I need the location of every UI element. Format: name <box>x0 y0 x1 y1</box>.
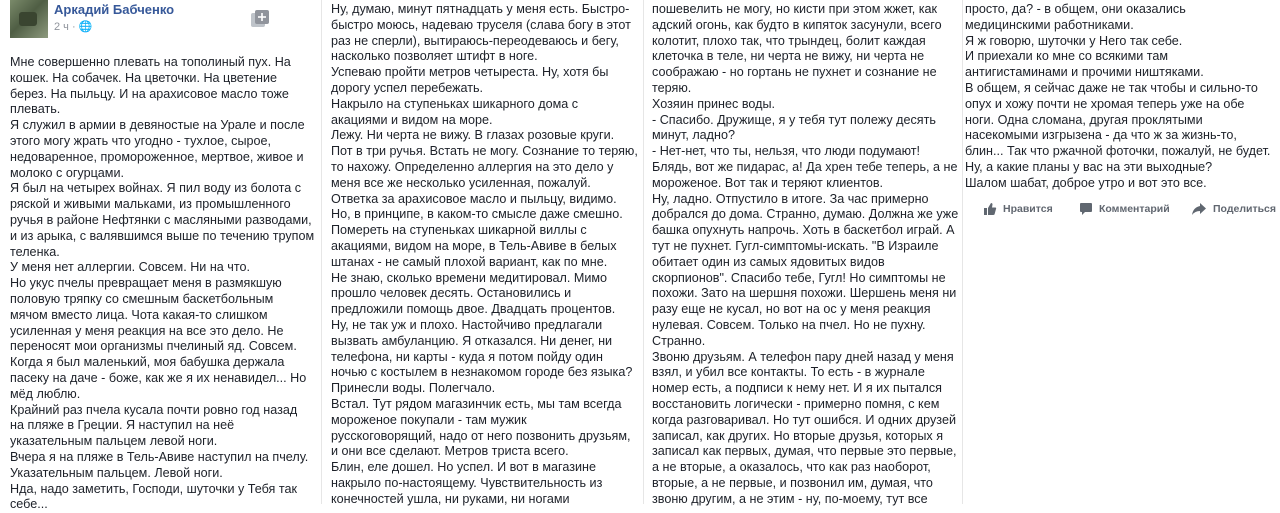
post-text-line: конечностей ушла, ни руками, ни ногами <box>331 491 570 506</box>
post-text-line: обитает один из самых ядовитых видов <box>652 254 885 269</box>
post-text-line: указательным пальцем левой ноги. <box>10 434 218 449</box>
like-label: Нравится <box>1003 203 1053 215</box>
post-text-line: теряю. <box>652 80 692 95</box>
post-text-line: русскоговорящий, надо от него позвонить друзьям, <box>331 428 631 443</box>
post-text-line: Указательным пальцем. Левой ноги. <box>10 465 223 480</box>
post-text-line: Звоню друзьям. А телефон пару дней назад у меня <box>652 349 954 364</box>
post-text-line: Принесли воды. Полегчало. <box>331 381 496 396</box>
post-text-line: и они все сделают. Метров триста всего. <box>331 444 569 459</box>
post-text-line: В общем, я сейчас даже не так чтобы и сильно-то <box>965 80 1258 95</box>
post-text-line: телефона, ни карты - куда я потом пойду один <box>331 349 604 364</box>
post-text-line: Странно. <box>652 333 706 348</box>
post-text-column-4 <box>965 0 1270 504</box>
post-text-line: разу еще не кусал, но вот на ос у меня реакция <box>652 302 931 317</box>
post-text-line: быстро моюсь, надеваю труселя (слава богу в этот <box>331 17 631 32</box>
post-text-line: пошевелить не могу, но кисти при этом жжет, как <box>652 2 938 16</box>
post-text-line: номер есть, а подписи к нему нет. И я их пытался <box>652 381 942 396</box>
post-text-line: мячом вместо лица. Чота какая-то слишком <box>10 307 268 322</box>
post-text-line: берез. На пыльцу. И на арахисовое масло тоже <box>10 86 289 101</box>
post-text-line: колотит, плохо так, что трындец, болит каждая <box>652 33 926 48</box>
post-text-line: И приехали ко мне со всякими там <box>965 49 1169 64</box>
post-text-line: Ну, а какие планы у вас на эти выходные? <box>965 159 1213 174</box>
post-text-line: накрыло по-настоящему. Чувствительность из <box>331 475 603 490</box>
post-text-line: ночью с костылем в незнакомом городе без языка? <box>331 365 633 380</box>
post-text-line: себе... <box>10 497 48 512</box>
post-text-line: минут, ладно? <box>652 128 735 143</box>
post-text-line: Успеваю пройти метров четыреста. Ну, хотя бы <box>331 65 609 80</box>
post-text-line: звоню другим, а не этим - ну, по-моему, тут все <box>652 491 928 506</box>
post-text-line: дорогу успел перебежать. <box>331 80 484 95</box>
post-time[interactable]: 2 ч <box>54 21 69 33</box>
post-text-line: насколько позволяет штифт в ноге. <box>331 49 538 64</box>
post-text-line: ноги. Одна сломана, другая проклятыми <box>965 112 1203 127</box>
comment-label: Комментарий <box>1099 203 1170 215</box>
post-text-line: нулевая. Совсем. Только на пчел. Но не пухну. <box>652 317 926 332</box>
post-text-line: Я ж говорю, шуточки у Него так себе. <box>965 33 1183 48</box>
post-text-line: плевать. <box>10 102 61 117</box>
post-text-line: блин... Так что ржачной фоточки, пожалуй, не будет. <box>965 144 1271 159</box>
post-text-line: то нахожу. Определенно аллергия на это дело у <box>331 159 614 174</box>
post-text-line: Ну, думаю, минут пятнадцать у меня есть. Быстро- <box>331 2 630 16</box>
post-text-line: половую тряпку со смешным баскетбольным <box>10 291 274 306</box>
post-text-line: Не знаю, сколько времени медитировал. Мимо <box>331 270 608 285</box>
post-text-line: и из арыка, с валявшимся выше по течению трупом <box>10 228 315 243</box>
post-text <box>10 55 314 513</box>
post-text-line: пасеку на даче - боже, как же я их ненавидел... Но <box>10 370 307 385</box>
post-actions-bar <box>983 202 1277 222</box>
post-text-line: записал как первых, думая, что первые это первые, <box>652 444 957 459</box>
post-text-line: предложили помощь двое. Двадцать процентов. <box>331 302 616 317</box>
post-text-line: соображаю - но гортань не пухнет и сознание не <box>652 65 937 80</box>
post-text-line: недоваренное, промороженное, мертвое, живое и <box>10 149 304 164</box>
post-text-line: - Спасибо. Дружище, я у тебя тут полежу десять <box>652 112 936 127</box>
post-text-column-1 <box>10 0 315 512</box>
post-text-line: Шалом шабат, доброе утро и вот это все. <box>965 175 1207 190</box>
post-text-line: кошек. На собачек. На цветочки. На цветение <box>10 70 278 85</box>
post-text-line: Крайний раз пчела кусала почти ровно год назад <box>10 402 298 417</box>
post-text-line: ряской и живыми мальками, из промышленного <box>10 197 291 212</box>
post-text-line: Я был на четырех войнах. Я пил воду из болота с <box>10 181 302 196</box>
post-text-line: штанах - не самый плохой вариант, как по мне. <box>331 254 608 269</box>
share-label: Поделиться <box>1213 203 1277 215</box>
post-text <box>331 2 638 508</box>
post-text-line: Ответка за арахисовое масло и пыльцу, видимо. <box>331 191 617 206</box>
share-icon <box>1191 202 1207 216</box>
post-text-line: мороженое. Вот так и теряют клиентов. <box>652 175 884 190</box>
post-text-line: Мне совершенно плевать на тополиный пух. На <box>10 55 291 69</box>
globe-icon: · 🌐 <box>71 21 93 33</box>
post-text-line: просто, да? - в общем, они оказались <box>965 2 1186 16</box>
post-text-line: скорпионов". Спасибо тебе, Гугл! Но симптомы не <box>652 270 946 285</box>
post-text-line: Блядь, вот же пидарас, а! Да хрен тебе теперь, а не <box>652 159 958 174</box>
post-text-line: усиленная у меня реакция на все это дело. Не <box>10 323 284 338</box>
post-text-line: насекомыми изгрызена - да что ж за жизнь-то, <box>965 128 1237 143</box>
post-text-line: добрался до дома. Странно, думаю. Должна же уже <box>652 207 959 222</box>
column-divider <box>321 0 322 504</box>
post-text-line: Нда, надо заметить, Господи, шуточки у Тебя так <box>10 481 298 496</box>
post-text-line: похожи. Зато на шершня похожи. Шершень меня ни <box>652 286 957 301</box>
post-text-line: вызвать амбуланцию. Я отказался. Ни денег, ни <box>331 333 613 348</box>
post-text-column-3 <box>652 0 958 504</box>
post-text-line: переносят мои организмы пчелиный яд. Совсем. <box>10 339 297 354</box>
thumbs-up-icon <box>983 202 997 216</box>
post-text-line: когда разговаривал. Но тут ошибся. И одних друзей <box>652 412 956 427</box>
post-text-line: башка опухнуть напрочь. Хоть в баскетбол играй. А <box>652 223 955 238</box>
post-text-line: Пот в три ручья. Встать не могу. Сознание то теряю, <box>331 144 638 159</box>
post-text-line: Ну, не так уж и плохо. Настойчиво предлагали <box>331 317 603 332</box>
post-text-line: - Нет-нет, что ты, нельзя, что люди подумают! <box>652 144 921 159</box>
post-text-line: тут не пухнет. Гугл-симптомы-искать. "В Израиле <box>652 238 939 253</box>
post-text-line: этого могу жрать что угодно - тухлое, сырое, <box>10 133 272 148</box>
post-text-line: антигистаминами и прочими ништяками. <box>965 65 1204 80</box>
post-text-line: адский огонь, как будто в кипяток засунули, всего <box>652 17 942 32</box>
post-text-line: ручья в районе Нефтянки с масляными разводами, <box>10 212 312 227</box>
post-text-line: У меня нет аллергии. Совсем. Ни на что. <box>10 260 250 275</box>
post-text-line: клеточка в теле, ни черта не вижу, ни черта не <box>652 49 925 64</box>
comment-icon <box>1079 202 1093 216</box>
post-text <box>965 2 1270 192</box>
post-text-line: мёд люблю. <box>10 386 81 401</box>
post-text-line: Хозяин принес воды. <box>652 96 775 111</box>
share-button[interactable] <box>1191 202 1276 216</box>
post-text-line: Ну, ладно. Отпустило в итоге. За час примерно <box>652 191 929 206</box>
post-text-line: медицинскими работниками. <box>965 17 1134 32</box>
post-text-line: Но, в принципе, в каком-то смысле даже смешно. <box>331 207 623 222</box>
comment-button[interactable] <box>1079 202 1170 216</box>
post-text-line: Накрыло на ступеньках шикарного дома с <box>331 96 579 111</box>
post-text-line: вторые, а не первые, и позвонил им, думая, что <box>652 475 933 490</box>
post-text-line: записал, как других. Но вторые друзья, которых я <box>652 428 944 443</box>
author-name[interactable]: Аркадий Бабченко <box>54 2 175 17</box>
post-text-line: раз не сперли), вытираюсь-переодеваюсь и бегу, <box>331 33 619 48</box>
column-divider <box>643 0 644 504</box>
post-text-line: а не вторые, а оказалось, что как раз наоборот, <box>652 460 931 475</box>
post-text-line: Блин, еле дошел. Но успел. И вот в магазине <box>331 460 596 475</box>
post-text-line: Но укус пчелы превращает меня в размякшую <box>10 276 282 291</box>
post-text-column-2 <box>331 0 638 506</box>
post-text-line: теленка. <box>10 244 60 259</box>
post-text-line: акациями и видом на море. <box>331 112 493 127</box>
post-text-line: на пляже в Греции. Я наступил на неё <box>10 418 235 433</box>
post-text-line: акациями, видом на море, в Тель-Авиве в белых <box>331 238 617 253</box>
post-text-line: Я служил в армии в девяностые на Урале и после <box>10 118 305 133</box>
post-text-line: меня все же несколько усиленная, пожалуй. <box>331 175 591 190</box>
post-text-line: Когда я был маленький, моя бабушка держала <box>10 355 285 370</box>
post-text-line: прошло человек десять. Остановились и <box>331 286 572 301</box>
post-text <box>652 2 958 508</box>
column-divider <box>962 0 963 504</box>
post-text-line: Встал. Тут рядом магазинчик есть, мы там всегда <box>331 396 622 411</box>
post-text-line: опух и хожу почти не хромая теперь уже на обе <box>965 96 1245 111</box>
post-text-line: восстановить логически - примерно помня, с кем <box>652 396 940 411</box>
post-text-line: Лежу. Ни черта не вижу. В глазах розовые круги. <box>331 128 615 143</box>
post-text-line: Помереть на ступеньках шикарной виллы с <box>331 223 587 238</box>
post-text-line: Вчера я на пляже в Тель-Авиве наступил на пчелу. <box>10 449 309 464</box>
post-text-line: молоко с огурцами. <box>10 165 124 180</box>
post-text-line: мороженое покупали - там мужик <box>331 412 527 427</box>
like-button[interactable] <box>983 202 1053 216</box>
post-text-line: взял, и убил все контакты. То есть - в журнале <box>652 365 925 380</box>
